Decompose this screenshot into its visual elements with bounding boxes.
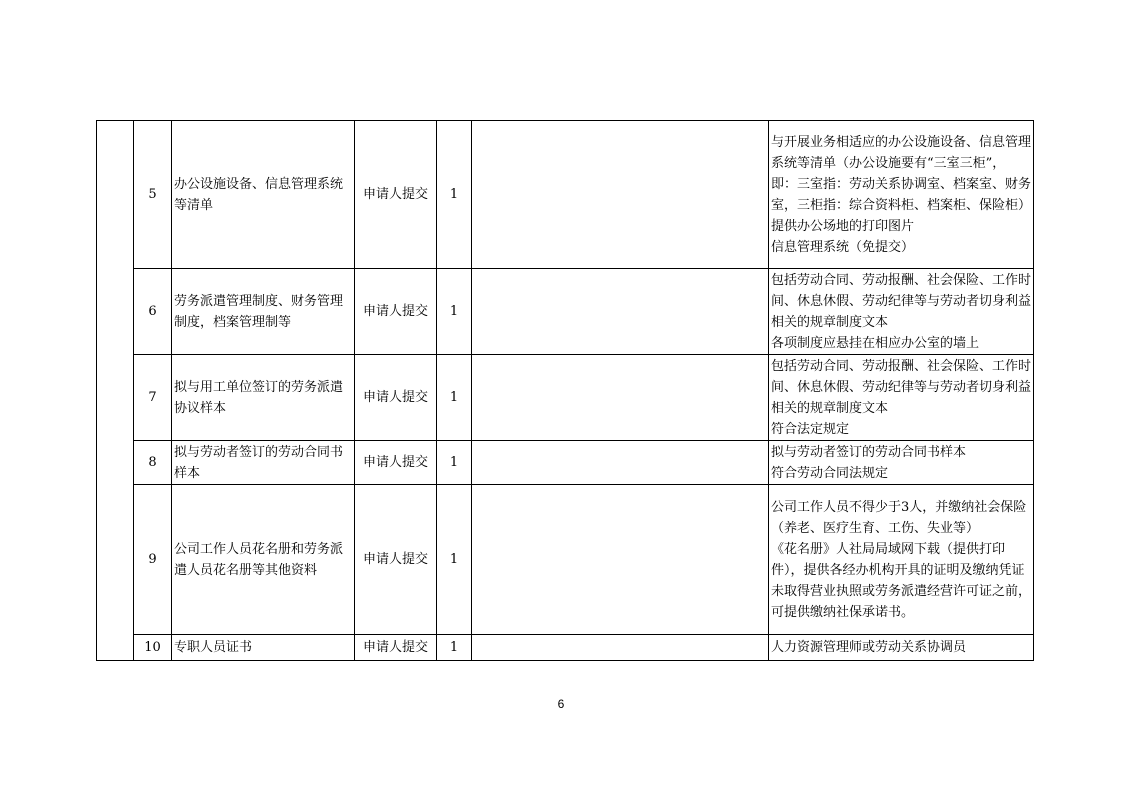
submitter: 申请人提交 [355, 441, 437, 485]
table-row [97, 441, 1034, 485]
requirement-line: 各项制度应悬挂在相应办公室的墙上 [771, 335, 980, 351]
requirement-line: 与开展业务相适应的办公设施设备、信息管理系统等清单（办公设施要有“三室三柜”，即：三室指：劳动关系协调室、档案室、财务室，三柜指：综合资料柜、档案柜、保险柜） [771, 134, 1032, 213]
requirement-line: 提供办公场地的打印图片 [771, 218, 915, 234]
requirements-cell [769, 485, 1034, 635]
quantity: 1 [437, 635, 472, 661]
note-cell [472, 355, 769, 441]
note-cell [472, 121, 769, 269]
note-cell [472, 269, 769, 355]
quantity: 1 [437, 269, 472, 355]
quantity: 1 [437, 121, 472, 269]
category-cell [97, 121, 134, 661]
requirements-cell [769, 269, 1034, 355]
material-name: 拟与劳动者签订的劳动合同书样本 [172, 441, 355, 485]
requirement-line: 拟与劳动者签订的劳动合同书样本 [771, 444, 967, 460]
submitter: 申请人提交 [355, 355, 437, 441]
table-row [97, 485, 1034, 635]
submitter: 申请人提交 [355, 635, 437, 661]
material-name: 公司工作人员花名册和劳务派遣人员花名册等其他资料 [172, 485, 355, 635]
quantity: 1 [437, 355, 472, 441]
submitter: 申请人提交 [355, 269, 437, 355]
requirements-cell [769, 121, 1034, 269]
requirements-cell [769, 441, 1034, 485]
table-row [97, 269, 1034, 355]
submitter: 申请人提交 [355, 121, 437, 269]
row-number: 10 [134, 635, 172, 661]
requirement-line: 《花名册》人社局局域网下载（提供打印件），提供各经办机构开具的证明及缴纳凭证 [771, 541, 1025, 578]
note-cell [472, 635, 769, 661]
materials-table [96, 120, 1034, 661]
requirements-cell [769, 635, 1034, 661]
table-row [97, 121, 1034, 269]
quantity: 1 [437, 441, 472, 485]
note-cell [472, 485, 769, 635]
requirement-line: 信息管理系统（免提交） [771, 239, 915, 255]
table-row [97, 635, 1034, 661]
material-name: 劳务派遣管理制度、财务管理制度，档案管理制等 [172, 269, 355, 355]
row-number: 6 [134, 269, 172, 355]
requirement-line: 包括劳动合同、劳动报酬、社会保险、工作时间、休息休假、劳动纪律等与劳动者切身利益相关的规章制度文本 [771, 272, 1032, 330]
requirement-line: 公司工作人员不得少于3人，并缴纳社会保险（养老、医疗生育、工伤、失业等） [771, 499, 1027, 536]
page-number: 6 [557, 697, 565, 711]
quantity: 1 [437, 485, 472, 635]
material-name: 拟与用工单位签订的劳务派遣协议样本 [172, 355, 355, 441]
requirement-line: 未取得营业执照或劳务派遣经营许可证之前，可提供缴纳社保承诺书。 [771, 583, 1032, 620]
requirement-line: 符合劳动合同法规定 [771, 465, 889, 481]
requirement-line: 人力资源管理师或劳动关系协调员 [771, 640, 967, 655]
material-name: 办公设施设备、信息管理系统等清单 [172, 121, 355, 269]
submitter: 申请人提交 [355, 485, 437, 635]
row-number: 7 [134, 355, 172, 441]
requirement-line: 符合法定规定 [771, 421, 850, 437]
note-cell [472, 441, 769, 485]
row-number: 5 [134, 121, 172, 269]
table-row [97, 355, 1034, 441]
row-number: 9 [134, 485, 172, 635]
material-name: 专职人员证书 [172, 635, 355, 661]
row-number: 8 [134, 441, 172, 485]
requirement-line: 包括劳动合同、劳动报酬、社会保险、工作时间、休息休假、劳动纪律等与劳动者切身利益相关的规章制度文本 [771, 358, 1032, 416]
requirements-cell [769, 355, 1034, 441]
